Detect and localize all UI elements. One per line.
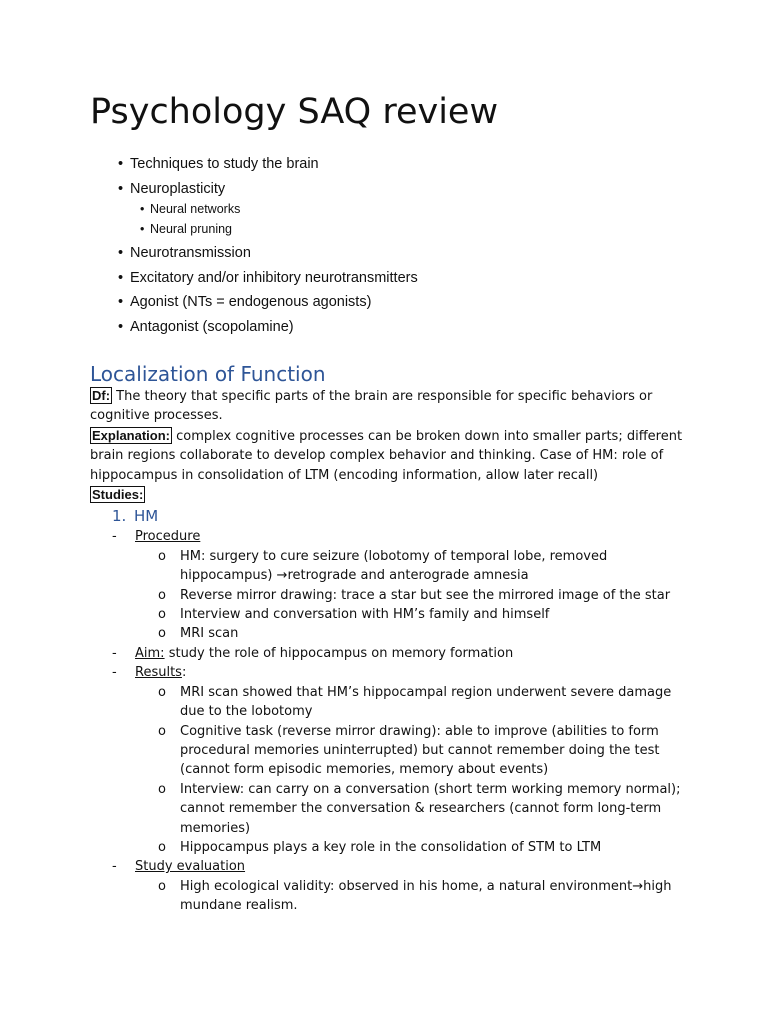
topic-item: • Neurotransmission — [118, 241, 418, 266]
procedure-point: o HM: surgery to cure seizure (lobotomy of temporal lobe, removed hippocampus) →retrograde and anterograde amnesia — [90, 547, 684, 586]
definition-label: Df: — [92, 388, 111, 403]
result-point: o Cognitive task (reverse mirror drawing): able to improve (abilities to form procedural memories uninterrupted) but cannot remember doing the test (cannot form episodic memories, memory about events) — [90, 722, 684, 780]
topic-item: • Techniques to study the brain — [118, 152, 418, 177]
results-label: Results — [135, 665, 182, 681]
explanation-label: Explanation: — [92, 427, 171, 443]
section-body — [90, 386, 684, 916]
section-heading: Localization of Function — [90, 362, 326, 386]
study-heading — [112, 505, 684, 527]
result-point: o MRI scan showed that HM’s hippocampal region underwent severe damage due to the lobotomy — [90, 683, 684, 722]
study-name: HM — [134, 507, 159, 526]
topic-item: • Agonist (NTs = endogenous agonists) — [118, 290, 418, 315]
topic-item: • Neuroplasticity — [118, 177, 418, 202]
explanation-paragraph — [90, 426, 684, 485]
definition-text: The theory that specific parts of the brain are responsible for specific behaviors or cognitive processes. — [90, 389, 653, 424]
study-number: 1. — [112, 507, 127, 526]
subtopic-item: • Neural pruning — [140, 220, 418, 240]
studies-label: Studies: — [92, 487, 144, 503]
aim-label: Aim: — [135, 645, 165, 661]
results-item — [90, 663, 684, 682]
results-suffix: : — [181, 665, 187, 681]
procedure-point: o MRI scan — [90, 624, 684, 643]
aim-item — [90, 644, 684, 663]
evaluation-item — [90, 857, 684, 876]
evaluation-label: Study evaluation — [135, 859, 246, 875]
explanation-text: complex cognitive processes can be broken down into smaller parts; different brain regions collaborate to develop complex behavior and thinking. Case of HM: role of hippocampus in consolidation of LTM (encoding information, allow later recall) — [90, 428, 683, 483]
document-title: Psychology SAQ review — [90, 92, 499, 132]
evaluation-point: o High ecological validity: observed in his home, a natural environment→high mundane realism. — [90, 877, 684, 916]
procedure-point: o Interview and conversation with HM’s family and himself — [90, 605, 684, 624]
definition-paragraph — [90, 386, 684, 426]
topic-list — [118, 152, 418, 340]
procedure-point: o Reverse mirror drawing: trace a star but see the mirrored image of the star — [90, 586, 684, 605]
topic-item: • Excitatory and/or inhibitory neurotransmitters — [118, 266, 418, 291]
aim-text: study the role of hippocampus on memory formation — [164, 645, 514, 661]
topic-item: • Antagonist (scopolamine) — [118, 315, 418, 340]
studies-paragraph — [90, 485, 684, 505]
procedure-item — [90, 527, 684, 546]
subtopic-item: • Neural networks — [140, 200, 418, 220]
result-point: o Interview: can carry on a conversation (short term working memory normal); cannot remember the conversation & researchers (cannot form long-term memories) — [90, 780, 684, 838]
procedure-label: Procedure — [135, 529, 201, 545]
result-point: o Hippocampus plays a key role in the consolidation of STM to LTM — [90, 838, 684, 857]
